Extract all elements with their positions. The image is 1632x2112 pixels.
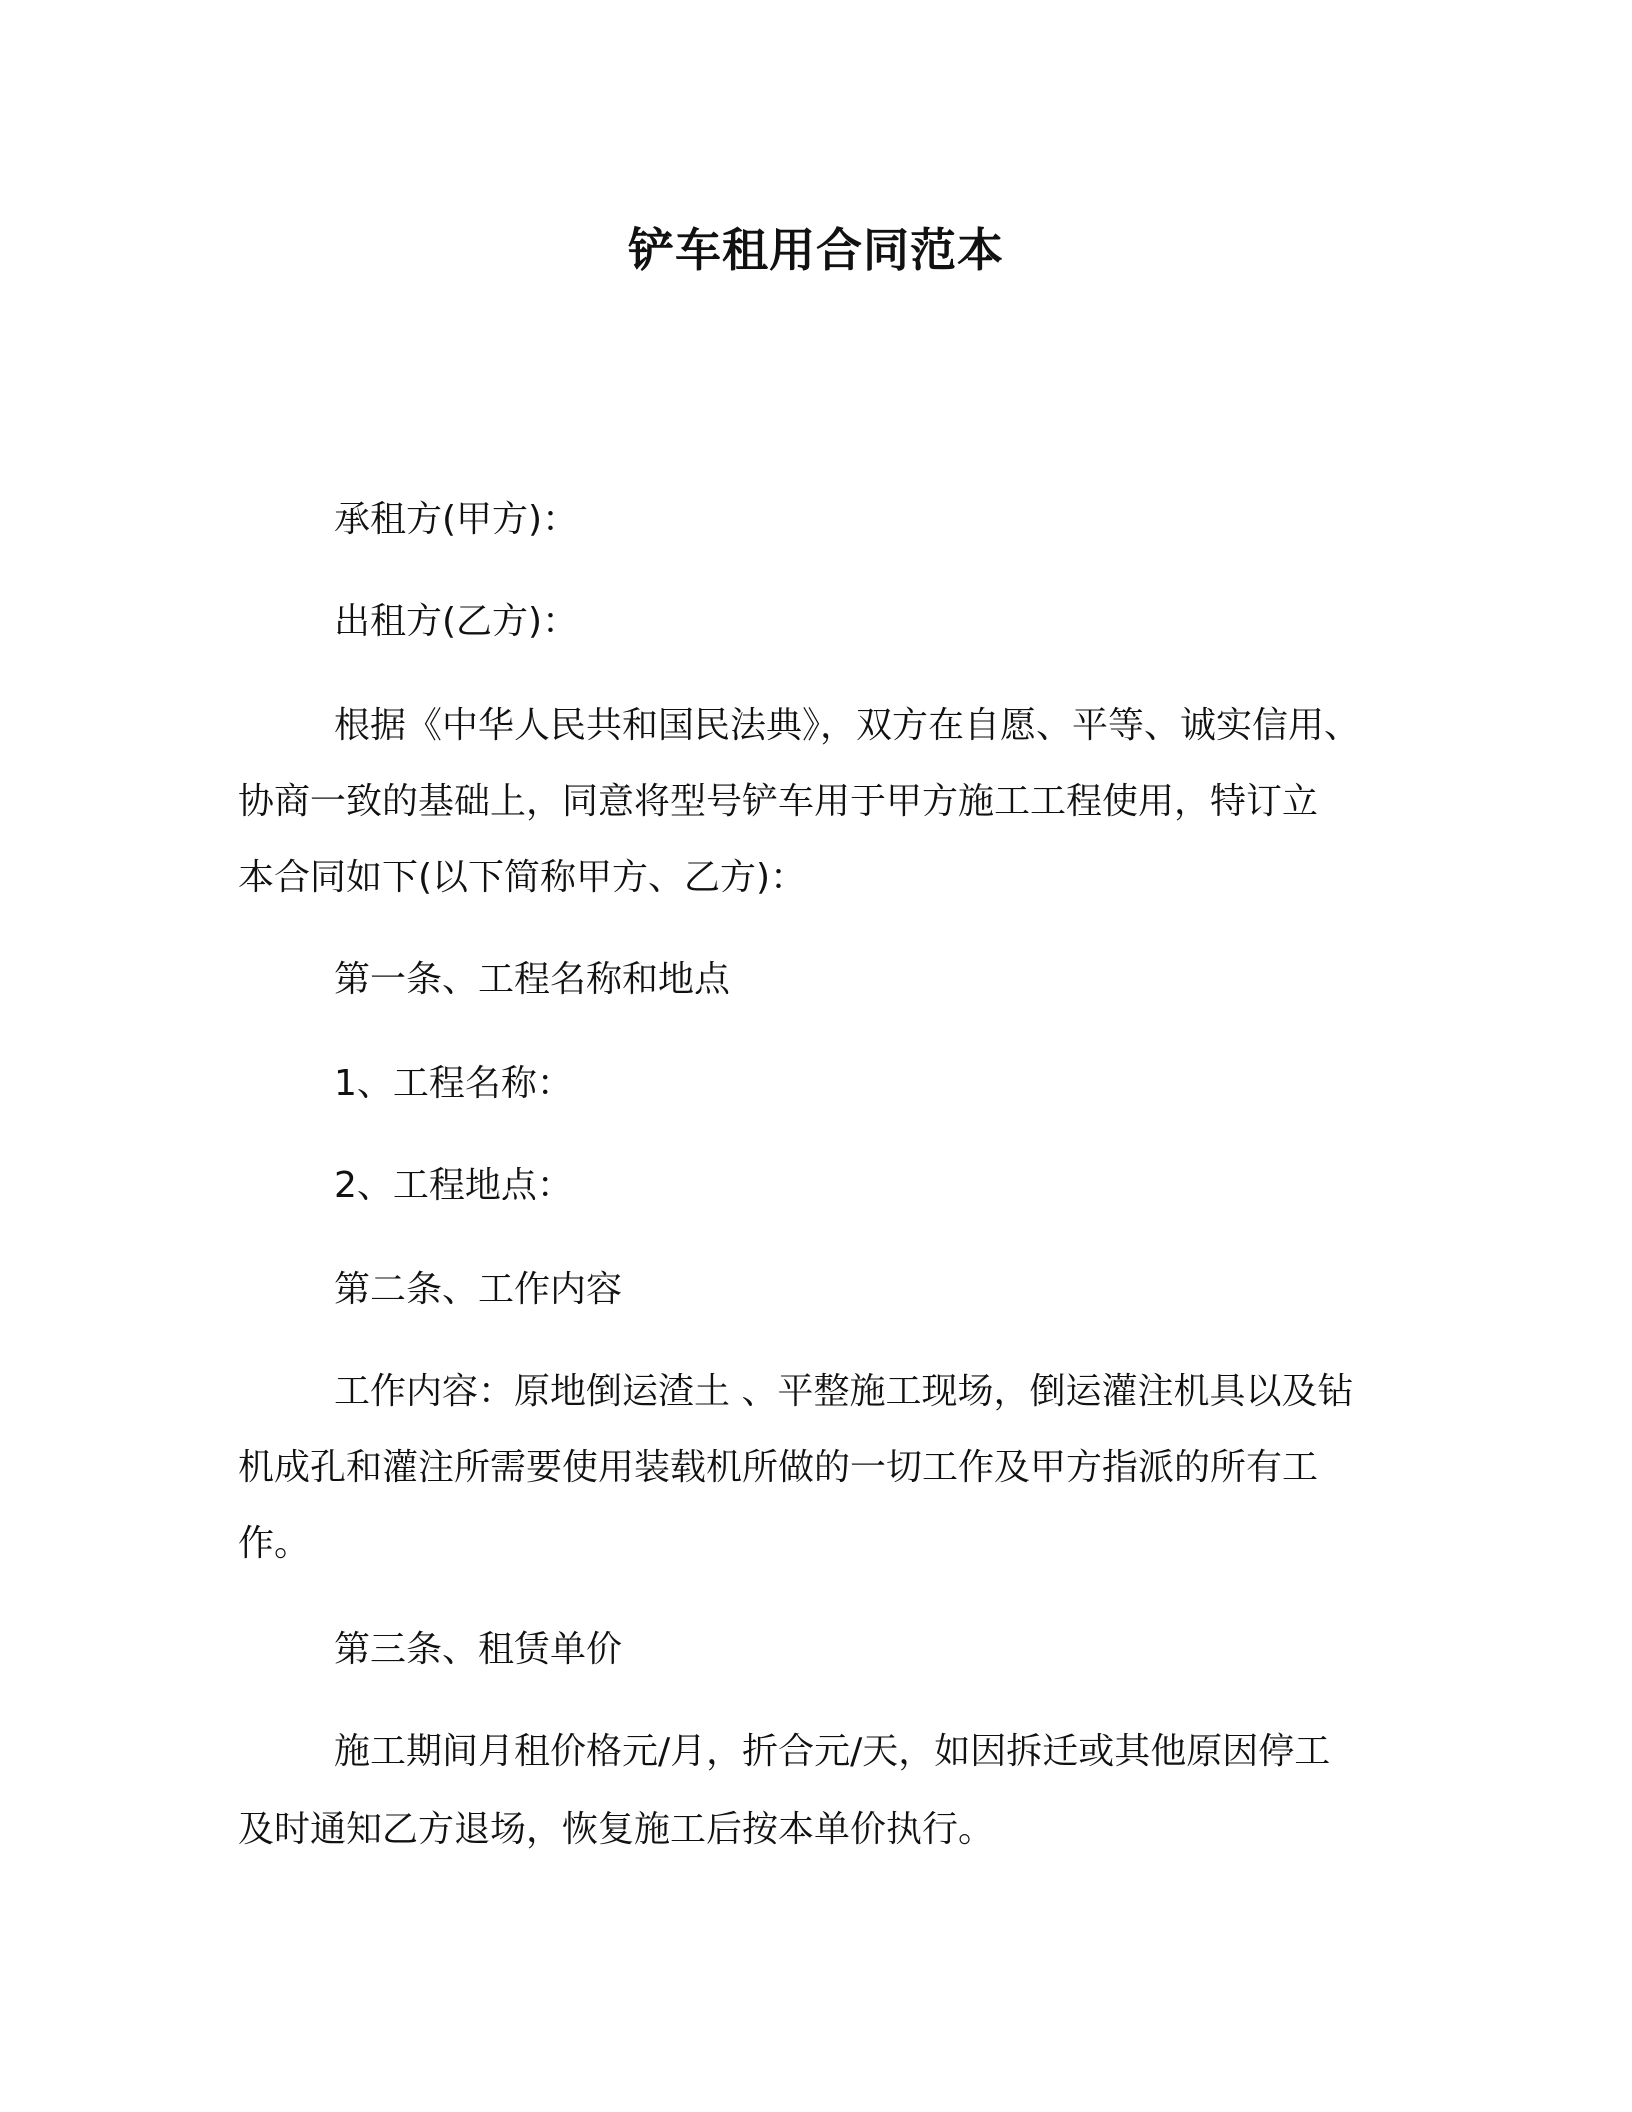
preamble-line-1: 根据《中华人民共和国民法典》，双方在自愿、平等、诚实信用、 bbox=[334, 705, 1361, 746]
rental-price-line-1: 施工期间月租价格元/月，折合元/天，如因拆迁或其他原因停工 bbox=[334, 1731, 1331, 1772]
work-content-line-2: 机成孔和灌注所需要使用装载机所做的一切工作及甲方指派的所有工 bbox=[238, 1447, 1319, 1488]
article-2-heading: 第二条、工作内容 bbox=[334, 1269, 623, 1310]
project-name-label: 1、工程名称： bbox=[334, 1063, 573, 1104]
article-1-heading: 第一条、工程名称和地点 bbox=[334, 959, 731, 1000]
preamble-line-3: 本合同如下(以下简称甲方、乙方)： bbox=[238, 857, 807, 898]
lessee-label: 承租方(甲方)： bbox=[334, 499, 579, 540]
lessor-label: 出租方(乙方)： bbox=[334, 601, 579, 642]
rental-price-line-2: 及时通知乙方退场，恢复施工后按本单价执行。 bbox=[238, 1809, 995, 1850]
project-location-label: 2、工程地点： bbox=[334, 1165, 573, 1206]
work-content-line-3: 作。 bbox=[238, 1523, 311, 1564]
article-3-heading: 第三条、租赁单价 bbox=[334, 1629, 623, 1670]
work-content-line-1: 工作内容：原地倒运渣土 、平整施工现场，倒运灌注机具以及钻 bbox=[334, 1371, 1354, 1412]
document-title: 铲车租用合同范本 bbox=[628, 223, 1004, 277]
preamble-line-2: 协商一致的基础上，同意将型号铲车用于甲方施工工程使用，特订立 bbox=[238, 781, 1319, 822]
